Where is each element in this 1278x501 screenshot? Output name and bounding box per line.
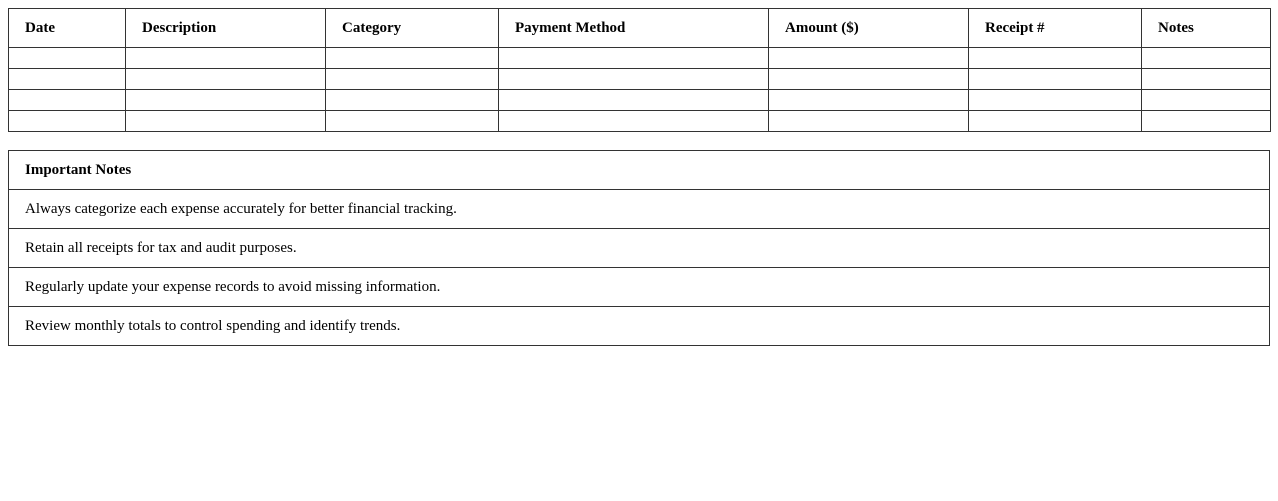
amount-cell[interactable] (769, 90, 969, 111)
table-row (9, 69, 1271, 90)
important-notes-table (8, 150, 1270, 346)
date-cell[interactable] (9, 48, 126, 69)
category-cell[interactable] (326, 48, 499, 69)
header-date: Date (9, 9, 126, 48)
description-cell[interactable] (126, 48, 326, 69)
date-cell[interactable] (9, 69, 126, 90)
receipt-number-cell[interactable] (969, 90, 1142, 111)
header-amount: Amount ($) (769, 9, 969, 48)
list-item (9, 307, 1270, 346)
receipt-number-cell[interactable] (969, 69, 1142, 90)
expense-table (8, 8, 1271, 132)
list-item (9, 268, 1270, 307)
payment-method-cell[interactable] (499, 69, 769, 90)
payment-method-cell[interactable] (499, 90, 769, 111)
category-cell[interactable] (326, 111, 499, 132)
list-item (9, 190, 1270, 229)
table-row (9, 111, 1271, 132)
description-cell[interactable] (126, 69, 326, 90)
note-item: Review monthly totals to control spending and identify trends. (9, 307, 1270, 346)
list-item (9, 229, 1270, 268)
header-notes: Notes (1142, 9, 1271, 48)
header-receipt-number: Receipt # (969, 9, 1142, 48)
note-item: Retain all receipts for tax and audit purposes. (9, 229, 1270, 268)
notes-cell[interactable] (1142, 90, 1271, 111)
header-description: Description (126, 9, 326, 48)
description-cell[interactable] (126, 111, 326, 132)
notes-cell[interactable] (1142, 111, 1271, 132)
notes-header-row (9, 151, 1270, 190)
category-cell[interactable] (326, 69, 499, 90)
amount-cell[interactable] (769, 111, 969, 132)
date-cell[interactable] (9, 111, 126, 132)
description-cell[interactable] (126, 90, 326, 111)
note-item: Always categorize each expense accurately for better financial tracking. (9, 190, 1270, 229)
notes-cell[interactable] (1142, 69, 1271, 90)
expense-header-row (9, 9, 1271, 48)
table-row (9, 90, 1271, 111)
date-cell[interactable] (9, 90, 126, 111)
header-payment-method: Payment Method (499, 9, 769, 48)
category-cell[interactable] (326, 90, 499, 111)
notes-cell[interactable] (1142, 48, 1271, 69)
note-item: Regularly update your expense records to avoid missing information. (9, 268, 1270, 307)
payment-method-cell[interactable] (499, 111, 769, 132)
header-category: Category (326, 9, 499, 48)
table-row (9, 48, 1271, 69)
payment-method-cell[interactable] (499, 48, 769, 69)
receipt-number-cell[interactable] (969, 48, 1142, 69)
amount-cell[interactable] (769, 48, 969, 69)
receipt-number-cell[interactable] (969, 111, 1142, 132)
notes-title: Important Notes (9, 151, 1270, 190)
amount-cell[interactable] (769, 69, 969, 90)
